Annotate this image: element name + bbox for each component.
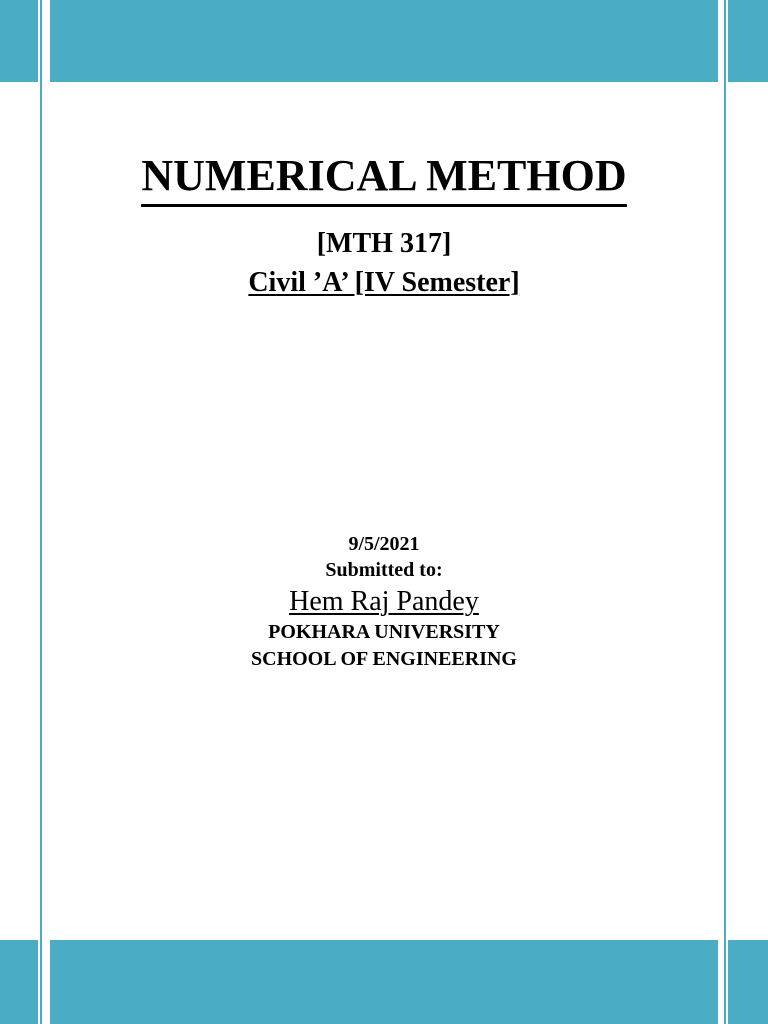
top-band-left bbox=[0, 0, 38, 82]
class-info-text: Civil ’A’ [IV Semester] bbox=[248, 267, 520, 298]
bottom-band-left bbox=[0, 940, 38, 1024]
class-info bbox=[50, 265, 718, 301]
page-title bbox=[50, 150, 718, 207]
top-band-right bbox=[728, 0, 768, 82]
school-name: SCHOOL OF ENGINEERING bbox=[251, 648, 517, 670]
top-band-center bbox=[50, 0, 718, 82]
border-line-left bbox=[40, 0, 42, 1024]
bottom-band-right bbox=[728, 940, 768, 1024]
recipient-name-text: Hem Raj Pandey bbox=[289, 586, 479, 617]
submission-date: 9/5/2021 bbox=[348, 533, 420, 555]
bottom-band-center bbox=[50, 940, 718, 1024]
university-name: POKHARA UNIVERSITY bbox=[268, 621, 500, 643]
submitted-to-label: Submitted to: bbox=[325, 559, 443, 581]
recipient-name bbox=[50, 585, 718, 619]
page-title-text: NUMERICAL METHOD bbox=[141, 150, 626, 207]
border-line-right bbox=[724, 0, 726, 1024]
course-code: [MTH 317] bbox=[316, 228, 452, 259]
